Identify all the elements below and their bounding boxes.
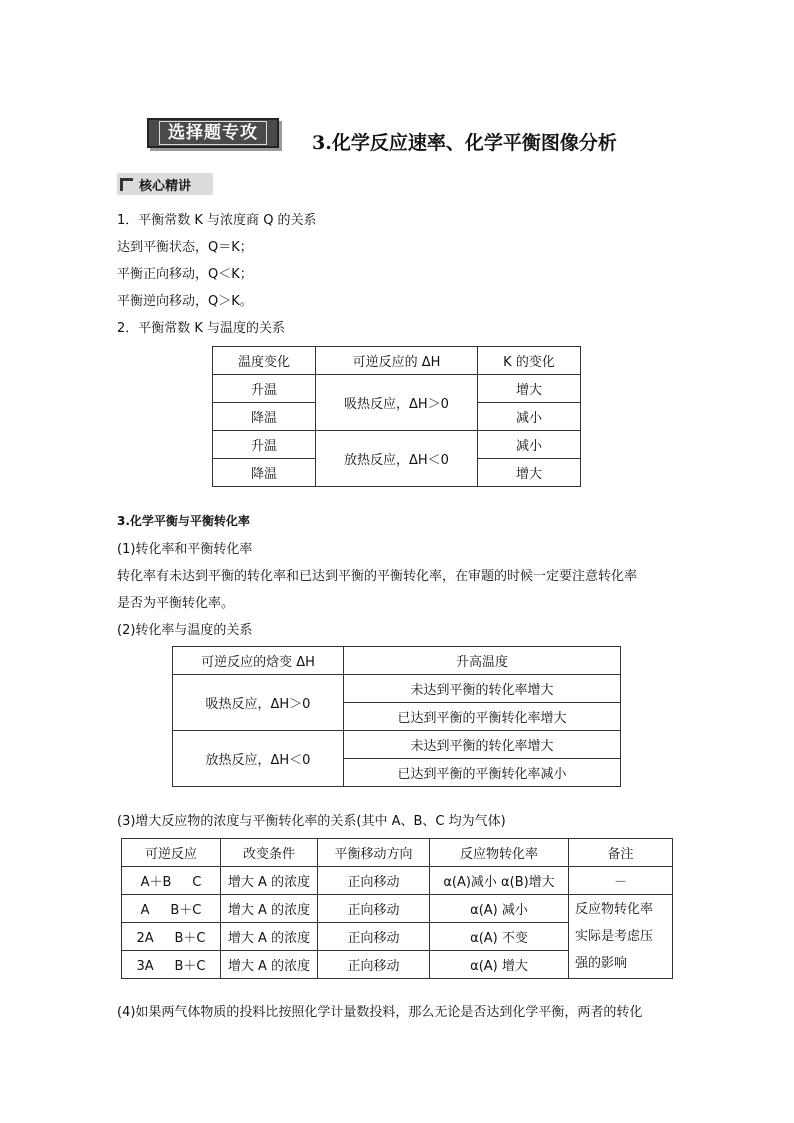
table-cell: α(A) 增大 [430, 951, 569, 979]
section-marker-icon [120, 178, 133, 191]
table-header-cell: 改变条件 [221, 839, 318, 867]
part2-heading: 2．平衡常数 K 与温度的关系 [117, 321, 286, 336]
part1-heading: 1．平衡常数 K 与浓度商 Q 的关系 [117, 213, 317, 228]
part3-heading: 3.化学平衡与平衡转化率 [117, 514, 250, 528]
table-cell: α(A)减小 α(B)增大 [430, 867, 569, 895]
table-cell: 已达到平衡的平衡转化率增大 [344, 703, 621, 731]
table-cell: 增大 A 的浓度 [221, 951, 318, 979]
topic-badge-label: 选择题专攻 [159, 121, 267, 145]
table-row [213, 375, 581, 403]
table-row [213, 431, 581, 459]
table-row [122, 867, 673, 895]
table-cell: 吸热反应，ΔH＞0 [173, 675, 344, 731]
table-cell: 降温 [213, 403, 316, 431]
table-cell: 正向移动 [318, 895, 430, 923]
table-header-cell: K 的变化 [478, 347, 581, 375]
table-cell: A＋BC [122, 867, 221, 895]
table-cell: 增大 A 的浓度 [221, 895, 318, 923]
section-header [117, 173, 213, 195]
table-row [173, 731, 621, 759]
table-cell: － [569, 867, 673, 895]
table-cell: 正向移动 [318, 867, 430, 895]
table-cell: AB＋C [122, 895, 221, 923]
table-cell: 减小 [478, 431, 581, 459]
table-header-cell: 可逆反应 [122, 839, 221, 867]
table-cell: 已达到平衡的平衡转化率减小 [344, 759, 621, 787]
part3-sub3: (3)增大反应物的浓度与平衡转化率的关系(其中 A、B、C 均为气体) [117, 814, 506, 829]
table-cell: 增大 [478, 459, 581, 487]
table-header-cell: 备注 [569, 839, 673, 867]
note-line: 实际是考虑压 [575, 929, 654, 944]
page-title: 3.化学反应速率、化学平衡图像分析 [312, 132, 617, 154]
table-cell: 2AB＋C [122, 923, 221, 951]
concentration-conversion-table [121, 838, 673, 979]
table-header-cell: 平衡移动方向 [318, 839, 430, 867]
part3-para-line-1: 转化率有未达到平衡的转化率和已达到平衡的平衡转化率，在审题的时候一定要注意转化率 [117, 569, 638, 584]
table-cell: 未达到平衡的转化率增大 [344, 675, 621, 703]
table-cell: 正向移动 [318, 923, 430, 951]
k-temperature-table [212, 346, 581, 487]
part1-line-3: 平衡逆向移动，Q＞K。 [117, 294, 253, 309]
table-header-cell: 反应物转化率 [430, 839, 569, 867]
part1-line-1: 达到平衡状态，Q＝K； [117, 240, 253, 255]
note-line: 强的影响 [575, 956, 628, 971]
table-header-cell: 温度变化 [213, 347, 316, 375]
table-header-row [122, 839, 673, 867]
part3-sub4: (4)如果两气体物质的投料比按照化学计量数投料，那么无论是否达到化学平衡，两者的转化 [117, 1005, 643, 1020]
table-cell: α(A) 不变 [430, 923, 569, 951]
table-cell: α(A) 减小 [430, 895, 569, 923]
table-header-cell: 升高温度 [344, 647, 621, 675]
note-line: 反应物转化率 [575, 902, 654, 917]
table-cell: 升温 [213, 375, 316, 403]
conversion-temperature-table [172, 646, 621, 787]
section-label: 核心精讲 [139, 178, 192, 194]
table-cell: 增大 A 的浓度 [221, 923, 318, 951]
table-header-row [173, 647, 621, 675]
table-row [122, 895, 673, 923]
part3-sub2: (2)转化率与温度的关系 [117, 623, 253, 638]
table-header-cell: 可逆反应的焓变 ΔH [173, 647, 344, 675]
table-cell: 增大 [478, 375, 581, 403]
table-cell: 升温 [213, 431, 316, 459]
topic-badge [147, 118, 279, 148]
part3-sub1: (1)转化率和平衡转化率 [117, 542, 253, 557]
table-cell: 正向移动 [318, 951, 430, 979]
table-cell: 放热反应，ΔH＜0 [316, 431, 478, 487]
table-cell: 吸热反应，ΔH＞0 [316, 375, 478, 431]
table-note-cell [569, 895, 673, 979]
table-cell: 减小 [478, 403, 581, 431]
table-cell: 未达到平衡的转化率增大 [344, 731, 621, 759]
table-cell: 增大 A 的浓度 [221, 867, 318, 895]
table-header-row [213, 347, 581, 375]
table-cell: 降温 [213, 459, 316, 487]
table-cell: 放热反应，ΔH＜0 [173, 731, 344, 787]
table-header-cell: 可逆反应的 ΔH [316, 347, 478, 375]
table-row [173, 675, 621, 703]
part3-para-line-2: 是否为平衡转化率。 [117, 596, 235, 611]
table-cell: 3AB＋C [122, 951, 221, 979]
part1-line-2: 平衡正向移动，Q＜K； [117, 267, 253, 282]
